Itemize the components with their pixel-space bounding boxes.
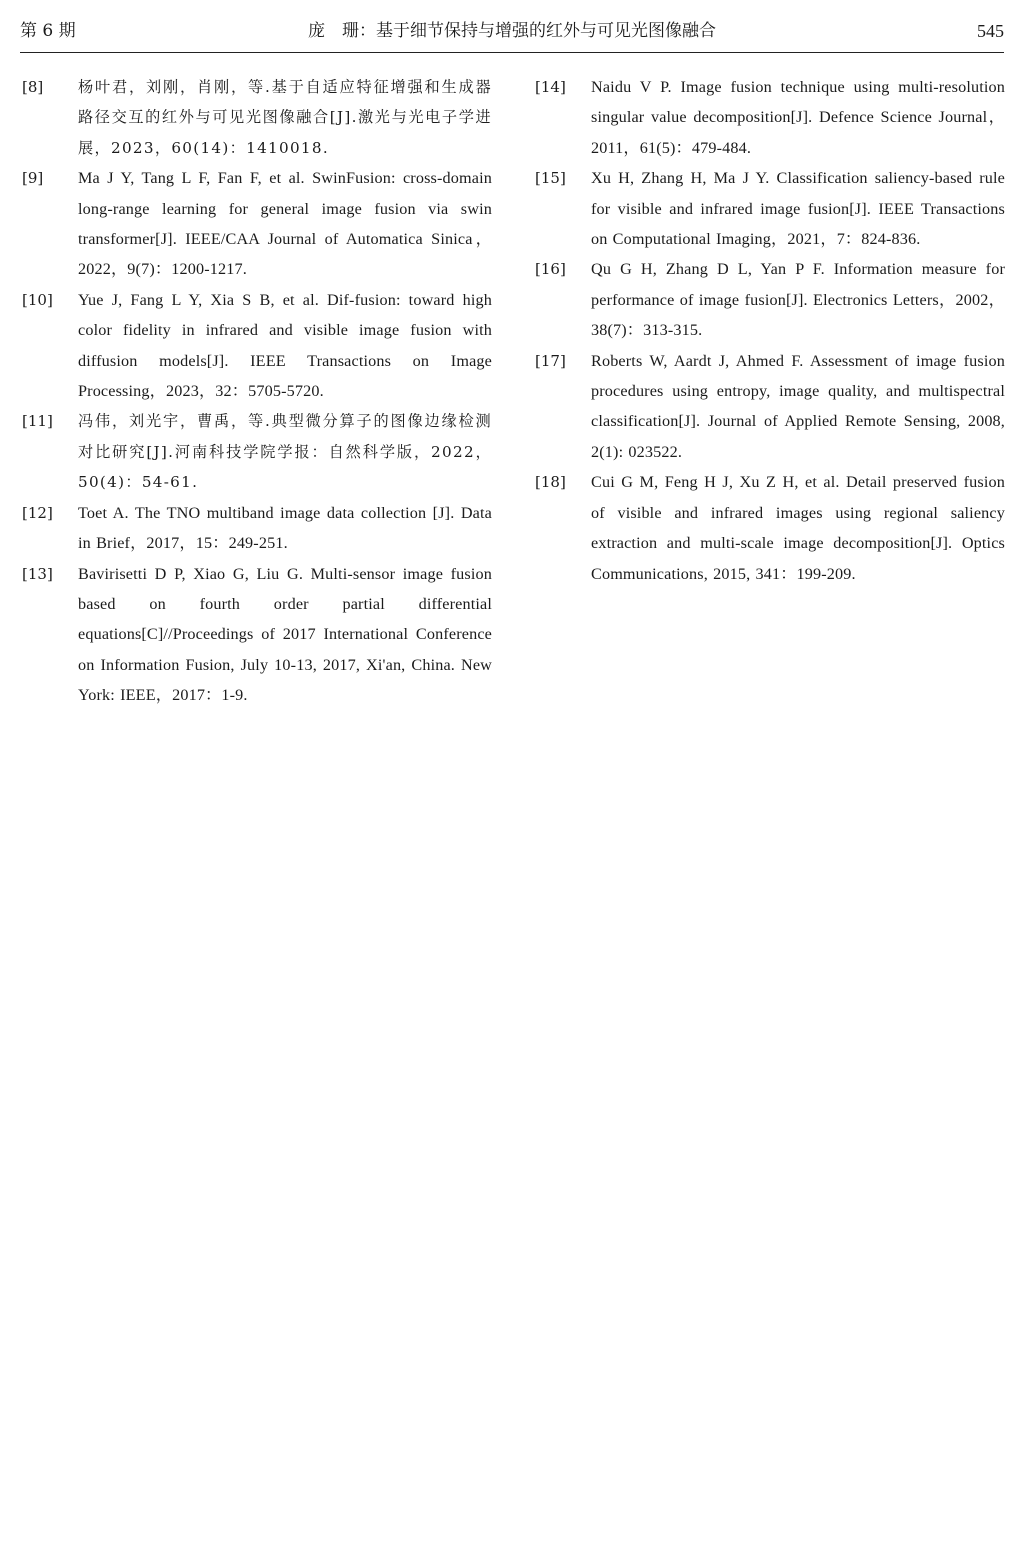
reference-text: Xu H, Zhang H, Ma J Y. Classification saliency-based rule for visible and infrared image fusion[J]. IEEE Transactions on Computational Imaging，2021，7：824-836.: [591, 169, 1005, 249]
reference-number: [9]: [22, 169, 44, 188]
reference-number: [18]: [535, 473, 566, 492]
reference-12: [22, 498, 492, 559]
reference-number: [16]: [535, 260, 566, 279]
reference-number: [8]: [22, 78, 44, 96]
reference-number: [14]: [535, 78, 566, 96]
reference-number: [10]: [22, 290, 53, 309]
reference-number: [11]: [22, 412, 53, 431]
reference-10: [22, 285, 492, 407]
running-header: [20, 18, 1004, 53]
reference-text: 杨叶君，刘刚，肖刚，等.基于自适应特征增强和生成器路径交互的红外与可见光图像融合[J].激光与光电子学进展，2023，60(14)：1410018.: [78, 78, 492, 157]
reference-text: Naidu V P. Image fusion technique using multi-resolution singular value decomposition[J]. Defence Science Journal，2011，61(5)：479-484.: [591, 78, 1005, 157]
reference-14: [535, 72, 1005, 163]
reference-number: [12]: [22, 503, 53, 522]
page-number: 545: [977, 21, 1004, 41]
reference-number: [15]: [535, 169, 566, 188]
reference-11: [22, 406, 492, 497]
reference-text: Yue J, Fang L Y, Xia S B, et al. Dif-fusion: toward high color fidelity in infrared and visible image fusion with diffusion models[J]. IEEE Transactions on Image Processing，2023，32：5705-5720.: [78, 290, 492, 401]
reference-16: [535, 254, 1005, 345]
reference-text: Roberts W, Aardt J, Ahmed F. Assessment of image fusion procedures using entropy, image quality, and multispectral classification[J]. Journal of Applied Remote Sensing, 2008, 2(1): 023522.: [591, 351, 1005, 461]
reference-18: [535, 467, 1005, 589]
reference-15: [535, 163, 1005, 254]
reference-text: Toet A. The TNO multiband image data collection [J]. Data in Brief，2017，15：249-251.: [78, 503, 492, 553]
reference-number: [13]: [22, 564, 53, 583]
reference-13: [22, 559, 492, 711]
reference-8: [22, 72, 492, 163]
reference-text: Cui G M, Feng H J, Xu Z H, et al. Detail preserved fusion of visible and infrared images using regional saliency extraction and multi-scale image decomposition[J]. Optics Communications, 2015, 341：199-209.: [591, 473, 1005, 583]
reference-text: 冯伟，刘光宇，曹禹，等.典型微分算子的图像边缘检测对比研究[J].河南科技学院学报：自然科学版，2022，50(4)：54-61.: [78, 412, 492, 492]
running-title: 庞 珊：基于细节保持与增强的红外与可见光图像融合: [308, 21, 716, 41]
reference-text: Bavirisetti D P, Xiao G, Liu G. Multi-sensor image fusion based on fourth order partial differential equations[C]//Proceedings of 2017 International Conference on Information Fusion, July 10-13, 2017, Xi'an, China. New York: IEEE，2017：1-9.: [78, 564, 492, 705]
references-left-column: [22, 72, 492, 711]
issue-number: 第 6 期: [20, 21, 76, 41]
reference-text: Qu G H, Zhang D L, Yan P F. Information measure for performance of image fusion[J]. Electronics Letters，2002，38(7)：313-315.: [591, 260, 1005, 340]
reference-text: Ma J Y, Tang L F, Fan F, et al. SwinFusion: cross-domain long-range learning for general image fusion via swin transformer[J]. IEEE/CAA Journal of Automatica Sinica，2022，9(7)：1200-1217.: [78, 169, 492, 279]
reference-9: [22, 163, 492, 285]
reference-number: [17]: [535, 351, 566, 370]
references-right-column: [535, 72, 1005, 589]
reference-17: [535, 346, 1005, 468]
